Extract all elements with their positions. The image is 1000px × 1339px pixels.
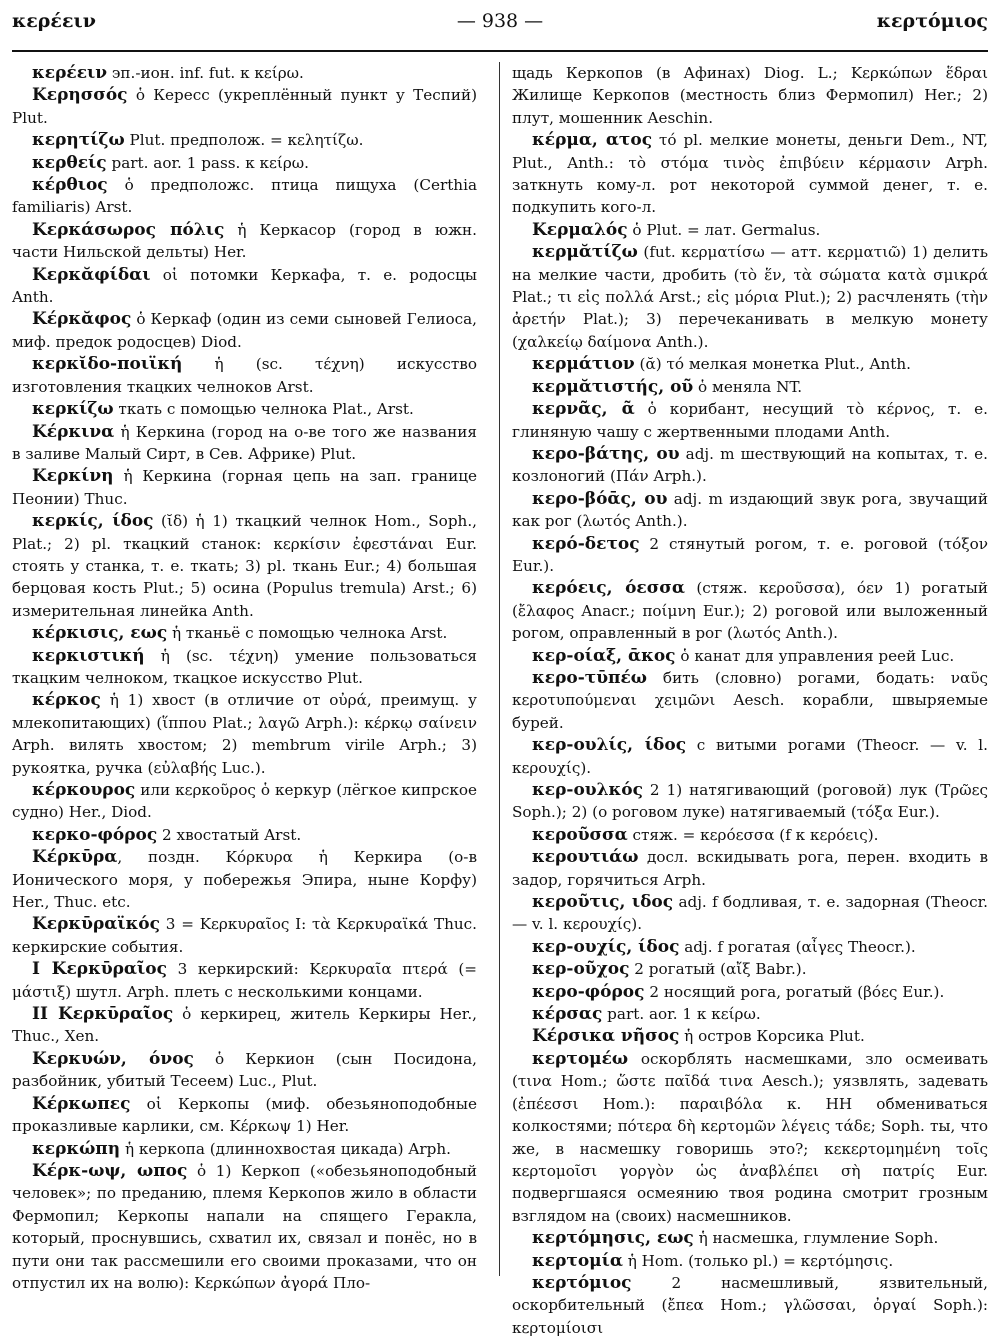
entry-headword: Κέρκ-ωψ, ωπος xyxy=(32,1160,188,1181)
entry-definition: ἡ остров Корсика Plut. xyxy=(679,1027,865,1046)
dictionary-entry xyxy=(512,846,988,891)
entry-definition: 2 стянутый рогом, т. е. роговой (τόξον Eur.). xyxy=(512,534,988,575)
entry-definition: 2 носящий рога, рогатый (βόες Eur.). xyxy=(644,982,945,1001)
entry-definition: с витыми рогами (Theocr. — v. l. κερουχίς). xyxy=(512,736,988,777)
entry-headword: κερκῐδο-ποιϊκή xyxy=(32,354,183,375)
entry-headword: κερ-ουλίς, ίδος xyxy=(532,735,687,756)
entry-headword: κεροῦτις, ιδος xyxy=(532,892,674,913)
dictionary-entry xyxy=(12,779,477,824)
entry-definition: эп.-ион. inf. fut. к κείρω. xyxy=(107,64,304,82)
entry-definition: Plut. предполож. = κελητίζω. xyxy=(124,131,364,150)
entry-headword: κερ-οῦχος xyxy=(532,959,630,980)
header-left-word: κερέειν xyxy=(12,10,96,32)
right-column xyxy=(512,62,989,1337)
entry-headword: κέρκουρος xyxy=(32,780,136,800)
dictionary-entry xyxy=(12,421,477,466)
right-column-continuation: щадь Керкопов (в Афинах) Diog. L.; Κερκώπων ἕδραι Жилище Керкопов (местность близ Фермопил) Her.; 2) плут, мошенник Aeschin. xyxy=(512,64,988,127)
dictionary-entry xyxy=(12,913,477,958)
dictionary-entry xyxy=(12,846,477,913)
dictionary-entry xyxy=(12,84,477,129)
entry-headword: Κερκάσωρος πόλις xyxy=(32,219,225,240)
dictionary-entry xyxy=(512,734,988,779)
dictionary-entry xyxy=(512,1272,988,1339)
entry-definition: τό pl. мелкие монеты, деньги Dem., NT, Plut., Anth.: τὸ στόμα τινὸς ἐπιβύειν κέρμασιν Arph. заткнуть кому-л. рот некоторой суммой денег, т. е. подкупить кого-л. xyxy=(512,131,988,217)
entry-headword: κεροῦσσα xyxy=(532,824,628,845)
entry-definition: part. aor. 1 pass. к κείρω. xyxy=(106,153,309,172)
entry-definition: ὁ Plut. = лат. Germalus. xyxy=(627,220,821,239)
entry-headword: κερνᾶς, ᾶ xyxy=(532,399,635,420)
entry-headword: Κερκῡραϊκός xyxy=(32,914,160,935)
entry-headword: κερμᾰτιστής, οῦ xyxy=(532,376,694,397)
entry-headword: κερ-οίαξ, ᾱκος xyxy=(532,645,676,666)
entry-headword: I Κερκῡραῖος xyxy=(32,959,167,980)
entry-headword: Κέρκωπες xyxy=(32,1093,131,1114)
entry-headword: Κερκίνη xyxy=(32,466,114,487)
entry-headword: κέρκος xyxy=(32,690,101,711)
entry-definition: ὁ предположс. птица пищуха (Certhia familiaris) Arst. xyxy=(12,176,477,217)
entry-headword: Κερκᾰφίδαι xyxy=(32,264,151,285)
entry-definition: οἱ Керкопы (миф. обезьяноподобные проказливые карлики, см. Κέρκωψ 1) Her. xyxy=(12,1094,477,1136)
dictionary-entry xyxy=(12,689,477,779)
dictionary-entry xyxy=(12,958,477,1003)
entry-definition: (ῐδ) ἡ 1) ткацкий челнок Hom., Soph., Plat.; 2) pl. ткацкий станок: κερκίσιν ἐφεστάναι Eur. стоять у станка, т. е. ткать; 3) pl. ткань Eur.; 4) большая берцовая кость Plut.; 5) осина (Populus tremula) Arst.; 6) измерительная линейка Anth. xyxy=(12,512,477,620)
entry-definition: досл. вскидывать рога, перен. входить в задор, горячиться Arph. xyxy=(512,848,988,889)
entry-headword: κερκίς, ίδος xyxy=(32,511,154,532)
dictionary-entry xyxy=(512,1048,988,1227)
left-column xyxy=(12,62,477,1292)
entry-definition: 3 керкирский: Κερκυραῖα πτερά (= μάστιξ) шутл. Arph. плеть с несколькими концами. xyxy=(12,960,477,1001)
dictionary-entry xyxy=(12,1160,477,1294)
dictionary-entry xyxy=(12,465,477,510)
entry-headword: κέρθιος xyxy=(32,175,108,196)
entry-definition: бить (словно) рогами, бодать: ναῦς κεροτυπούμεναι χειμῶνι Aesch. корабли, швыряемые бурей. xyxy=(512,668,988,732)
dictionary-entry xyxy=(512,241,988,353)
dictionary-entry xyxy=(512,779,988,824)
entry-definition: 2 хвостатый Arst. xyxy=(157,825,302,844)
entry-definition: (стяж. κεροῦσσα), όεν 1) рогатый (ἔλαφος Anacr.; ποίμνη Eur.); 2) роговой или выложенный рогом, оправленный в рог (λωτός Anth.). xyxy=(512,579,988,643)
entry-definition: 3 = Κερκυραῖος I: τὰ Κερκυραϊκά Thuc. керкирские события. xyxy=(12,915,477,956)
entry-definition: ὁ Керкион (сын Посидона, разбойник, убитый Тесеем) Luc., Plut. xyxy=(12,1049,477,1091)
entry-definition: ὁ корибант, несущий τὸ κέρνος, т. е. глиняную чашу с жертвенными плодами Anth. xyxy=(512,400,988,441)
entry-headword: κερκο-φόρος xyxy=(32,824,158,845)
entry-headword: κέρκισις, εως xyxy=(32,623,168,644)
entry-headword: κερέειν xyxy=(32,63,108,83)
entry-headword: κερκίζω xyxy=(32,399,114,420)
entry-definition: adj. m шествующий на копытах, т. е. козлоногий (Πάν Arph.). xyxy=(512,444,988,486)
entry-definition: ὁ меняла NT. xyxy=(693,377,803,396)
dictionary-entry xyxy=(512,376,988,398)
entry-definition: 2 1) натягивающий (роговой) лук (Τρῶες Soph.); 2) (о роговом луке) натягиваемый (τόξα Eur.). xyxy=(512,781,988,822)
dictionary-entry xyxy=(12,824,477,846)
entry-definition: ὁ керкирец, житель Керкиры Her., Thuc., Xen. xyxy=(12,1005,477,1046)
entry-definition: ἡ насмешка, глумление Soph. xyxy=(693,1229,939,1248)
dictionary-entry xyxy=(12,1048,477,1093)
entry-headword: Κέρκινα xyxy=(32,421,115,442)
dictionary-entry xyxy=(12,398,477,420)
dictionary-entry xyxy=(12,622,477,644)
entry-headword: Κέρκῡρα xyxy=(32,847,118,868)
dictionary-entry xyxy=(12,510,477,622)
dictionary-entry xyxy=(512,891,988,936)
entry-headword: κερτόμιος xyxy=(532,1272,632,1293)
entry-definition: ὁ канат для управления реей Luc. xyxy=(675,646,955,665)
dictionary-entry xyxy=(512,958,988,980)
entry-headword: κερόεις, όεσσα xyxy=(532,578,685,599)
dictionary-entry xyxy=(12,264,477,309)
entry-headword: κερμᾰτίζω xyxy=(532,242,638,263)
page-header xyxy=(12,10,988,40)
dictionary-entry xyxy=(12,645,477,690)
dictionary-entry xyxy=(512,577,988,644)
dictionary-entry xyxy=(12,1093,477,1138)
entry-definition: adj. f бодливая, т. е. задорная (Theocr. — v. l. κερουχίς). xyxy=(512,893,988,934)
dictionary-entry xyxy=(512,936,988,958)
entry-headword: κέρμα, ατος xyxy=(532,130,653,151)
entry-definition: ἡ (sc. τέχνη) умение пользоваться ткацким челноком, ткацкое искусство Plut. xyxy=(12,646,477,687)
entry-headword: Κερμαλός xyxy=(532,219,628,240)
entry-definition: adj. m издающий звук рога, звучащий как рог (λωτός Anth.). xyxy=(512,489,989,531)
entry-headword: κερθείς xyxy=(32,152,107,173)
header-rule xyxy=(12,50,988,52)
entry-definition: ἡ (sc. τέχνη) искусство изготовления ткацких челноков Arst. xyxy=(12,355,477,396)
entry-definition: 2 рогатый (αἴξ Babr.). xyxy=(629,960,807,979)
dictionary-entry xyxy=(512,443,988,488)
dictionary-entry xyxy=(12,129,477,151)
entry-headword: κερτομία xyxy=(532,1250,623,1271)
entry-headword: κερο-βόᾱς, ου xyxy=(532,488,668,509)
entry-headword: κερκώπη xyxy=(32,1138,121,1159)
entry-definition: ἡ 1) хвост (в отличие от οὐρά, преимущ. у млекопитающих) (ἵππου Plat.; λαγῶ Arph.): κέρκῳ σαίνειν Arph. вилять хвостом; 2) membrum virile Arph.; 3) рукоятка, ручка (εὐλαβής Luc.). xyxy=(12,691,477,777)
dictionary-entry xyxy=(512,645,988,667)
entry-headword: κερο-φόρος xyxy=(532,981,645,1002)
entry-definition: оскорблять насмешками, зло осмеивать (τινα Hom.; ὥστε παῖδά τινα Aesch.); уязвлять, задевать (ἐπέεσσι Hom.): παραιβόλα κ. HH обмениваться колкостями; πότερα δὴ κερτομῶν λέγεις τάδε; Soph. ты, что же, в насмешку говоришь это?; κεκερτομημένη τοῖς κερτομοῖσι γοργὸν ὡς ἀναβλέπει σὴ πατρίς Eur. подвергшаяся осмеянию твоя родина смотрит грозным взглядом на (своих) насмешников. xyxy=(512,1049,988,1225)
dictionary-entry xyxy=(512,129,988,219)
entry-headword: Κέρκᾰφος xyxy=(32,309,132,330)
entry-headword: Κερησσός xyxy=(32,85,128,106)
entry-definition: , поздн. Κόρκυρα ἡ Керкира (о-в Ионического моря, у побережья Эпира, ныне Корфу) Her., Thuc. etc. xyxy=(12,848,477,912)
entry-definition: part. aor. 1 к κείρω. xyxy=(602,1005,761,1024)
entry-headword: κερο-βάτης, ου xyxy=(532,443,680,464)
entry-definition: ἡ Керкина (горная цепь на зап. границе Пеонии) Thuc. xyxy=(12,467,477,508)
dictionary-entry xyxy=(512,353,988,375)
dictionary-entry xyxy=(512,219,988,241)
entry-definition: ткать с помощью челнока Plat., Arst. xyxy=(113,400,414,419)
entry-definition: ὁ Керкаф (один из семи сыновей Гелиоса, миф. предок родосцев) Diod. xyxy=(12,310,477,351)
dictionary-entry xyxy=(12,308,477,353)
entry-headword: κερ-ουλκός xyxy=(532,780,643,800)
dictionary-entry xyxy=(512,667,988,734)
dictionary-entry xyxy=(12,353,477,398)
dictionary-entry xyxy=(512,1025,988,1047)
dictionary-entry xyxy=(512,824,988,846)
entry-definition: ἡ Керкина (город на о-ве того же названия в заливе Малый Сирт, в Сев. Африке) Plut. xyxy=(12,422,477,463)
entry-headword: κερητίζω xyxy=(32,130,125,151)
entry-definition: стяж. = κερόεσσα (f к κερόεις). xyxy=(627,825,879,844)
dictionary-entry xyxy=(512,981,988,1003)
dictionary-entry xyxy=(12,152,477,174)
dictionary-entry xyxy=(512,1227,988,1249)
entry-definition: (fut. κερματίσω — атт. κερματιῶ) 1) делить на мелкие части, дробить (τὸ ἕν, τὰ σώματα κατὰ σμικρά Plat.; τι εἰς πολλά Arst.; εἰς μόρια Plut.); 2) расчленять (τὴν ἀρετήν Plat.); 3) перечеканивать в мелкую монету (χαλκείῳ δαίμονα Anth.). xyxy=(512,243,988,351)
page-number: — 938 — xyxy=(456,10,544,32)
dictionary-entry xyxy=(512,533,988,578)
entry-definition: (ᾰ) τό мелкая монетка Plut., Anth. xyxy=(634,355,912,374)
entry-headword: Κέρσικα νῆσος xyxy=(532,1026,680,1047)
column-divider xyxy=(499,62,500,1276)
entry-definition: ἡ Керкасор (город в южн. части Нильской дельты) Her. xyxy=(12,220,477,262)
dictionary-entry xyxy=(12,174,477,219)
entry-headword: Κερκυών, όνος xyxy=(32,1048,194,1069)
entry-headword: κερκιστική xyxy=(32,645,145,666)
dictionary-entry xyxy=(512,488,988,533)
entry-headword: κερτόμησις, εως xyxy=(532,1228,694,1249)
entry-definition: или κερκοῦρος ὁ керкур (лёгкое кипрское судно) Her., Diod. xyxy=(12,781,477,822)
dictionary-entry xyxy=(12,1138,477,1160)
entry-headword: κερουτιάω xyxy=(532,847,639,868)
entry-definition: 2 насмешливый, язвительный, оскорбительный (ἔπεα Hom.; γλῶσσαι, ὀργαί Soph.): κερτομίοισι xyxy=(512,1273,988,1337)
header-right-word: κερτόμιος xyxy=(876,10,988,32)
entry-definition: ὁ Кересс (укреплённый пункт у Теспий) Plut. xyxy=(12,86,477,127)
entry-headword: κερο-τῡπέω xyxy=(532,667,647,688)
dictionary-entry xyxy=(12,219,477,264)
dictionary-entry xyxy=(512,1003,988,1025)
entry-headword: κερτομέω xyxy=(532,1048,629,1069)
entry-definition: ἡ тканьё с помощью челнока Arst. xyxy=(167,624,448,643)
entry-headword: II Κερκῡραῖος xyxy=(32,1004,174,1025)
entry-headword: κερμάτιον xyxy=(532,354,635,375)
entry-headword: κερό-δετος xyxy=(532,533,640,554)
entry-definition: ἡ Hom. (только pl.) = κερτόμησις. xyxy=(622,1251,894,1270)
entry-definition: οἱ потомки Керкафа, т. е. родосцы Anth. xyxy=(12,265,477,307)
entry-definition: ὁ 1) Керкоп («обезьяноподобный человек»; по преданию, племя Керкопов жило в области Фермопил; Керкопы напали на спящего Геракла, который, проснувшись, схватил их, связал и понёс, но в пути они так рассмешили его своими проказами, что он отпустил их на волю): Κερκώπων ἀγορά Пло- xyxy=(12,1161,477,1292)
dictionary-entry xyxy=(12,62,477,84)
entry-headword: κέρσας xyxy=(532,1004,603,1025)
entry-definition: ἡ керкопа (длиннохвостая цикада) Arph. xyxy=(120,1139,451,1158)
entry-definition: adj. f рогатая (αἶγες Theocr.). xyxy=(679,937,916,956)
entry-headword: κερ-ουχίς, ίδος xyxy=(532,936,680,957)
dictionary-entry xyxy=(512,1250,988,1272)
dictionary-entry xyxy=(12,1003,477,1048)
dictionary-entry xyxy=(512,398,988,443)
